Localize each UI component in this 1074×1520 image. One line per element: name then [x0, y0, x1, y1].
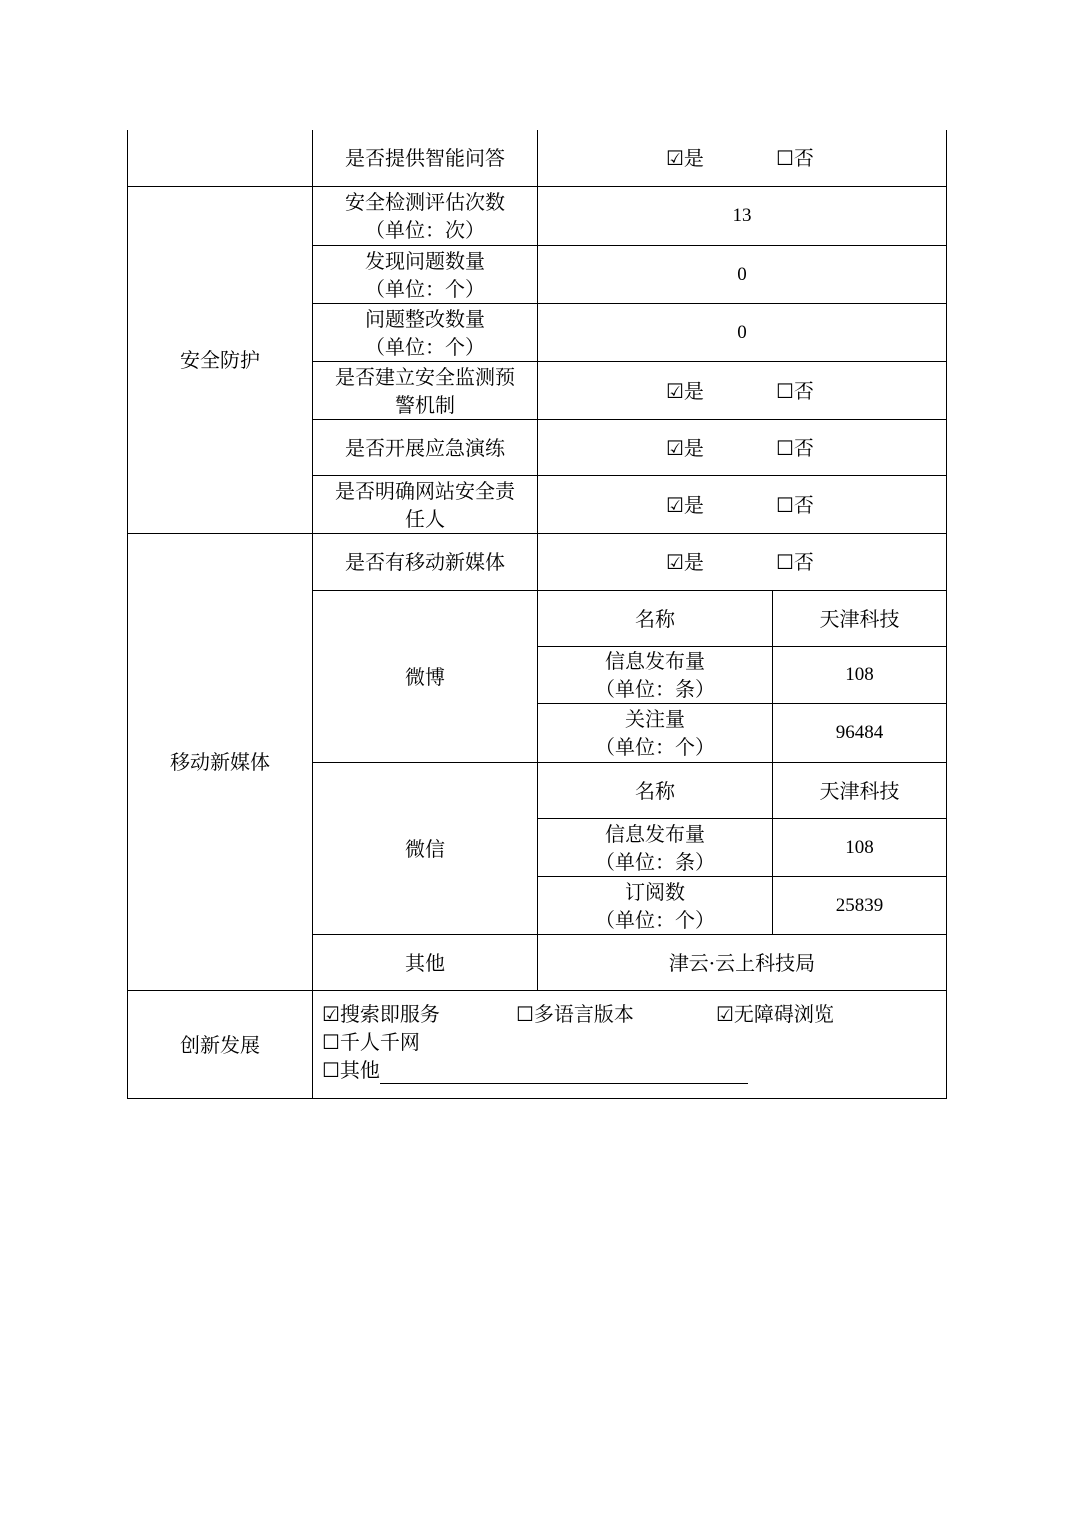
weibo-follow-label	[538, 704, 772, 762]
weibo-name-label	[538, 591, 772, 646]
search-service-checkbox[interactable]: ☑搜索即服务	[322, 1002, 440, 1026]
security-row-label	[313, 476, 537, 533]
unit-label: （单位：条）	[595, 677, 715, 701]
security-category	[128, 187, 312, 533]
no-checkbox[interactable]: ☐否	[776, 550, 814, 574]
other-blank-line[interactable]	[380, 1061, 748, 1084]
unit-label: （单位：个）	[595, 735, 715, 759]
responsible-person-choice	[538, 476, 946, 533]
posts-label-text: 信息发布量	[605, 821, 705, 846]
wechat-subs-label	[538, 877, 772, 934]
has-media-text: 是否有移动新媒体	[345, 550, 505, 574]
yes-checkbox[interactable]: ☑是	[666, 146, 704, 170]
responsible-person-label: 是否明确网站安全责	[335, 478, 515, 503]
security-row-label	[313, 362, 537, 419]
multilingual-checkbox[interactable]: ☐多语言版本	[516, 1002, 634, 1026]
weibo-text: 微博	[405, 664, 445, 689]
issues-found-value	[538, 246, 946, 303]
wechat-posts-value	[773, 819, 946, 876]
weibo-follow-value	[773, 704, 946, 762]
other-option	[322, 1056, 748, 1084]
follow-label-text: 关注量	[625, 707, 685, 731]
unit-label: （单位：个）	[365, 276, 485, 301]
unit-label: （单位：个）	[365, 334, 485, 359]
name-label-text: 名称	[635, 778, 675, 803]
value-text: 0	[737, 263, 747, 285]
value-text: 0	[737, 321, 747, 343]
has-media-choice	[538, 534, 946, 590]
posts-label-text: 信息发布量	[605, 649, 705, 673]
value-text: 13	[732, 205, 752, 226]
unit-label: （单位：次）	[365, 218, 485, 242]
monitoring-mechanism-choice	[538, 362, 946, 419]
other-media-label	[313, 935, 537, 990]
security-check-count-value	[538, 187, 946, 245]
innovation-category	[128, 991, 312, 1098]
smart-qa-label	[313, 130, 537, 186]
accessibility-checkbox[interactable]: ☑无障碍浏览	[716, 1002, 834, 1026]
smart-qa-choice	[538, 130, 946, 186]
monitoring-mechanism-label: 是否建立安全监测预	[335, 364, 515, 389]
weibo-name-value	[773, 591, 946, 646]
unit-label: （单位：个）	[595, 907, 715, 932]
wechat-name-label	[538, 763, 772, 818]
security-check-count-label: 安全检测评估次数	[345, 190, 505, 214]
no-checkbox[interactable]: ☐否	[776, 435, 814, 460]
other-label-text: 其他	[405, 950, 445, 975]
value-text: 25839	[835, 894, 884, 916]
wechat-name-value	[773, 763, 946, 818]
issues-fixed-value	[538, 304, 946, 361]
has-media-label	[313, 534, 537, 590]
yes-checkbox[interactable]: ☑是	[666, 378, 704, 403]
issues-found-label: 发现问题数量	[365, 248, 485, 273]
name-value-text: 天津科技	[819, 778, 900, 803]
personalized-checkbox[interactable]: ☐千人千网	[322, 1030, 420, 1054]
name-label-text: 名称	[635, 606, 675, 631]
mobile-category-text: 移动新媒体	[170, 750, 270, 774]
yes-checkbox[interactable]: ☑是	[666, 550, 704, 574]
smart-qa-text: 是否提供智能问答	[345, 146, 505, 170]
unit-label: （单位：条）	[595, 849, 715, 874]
security-row-label	[313, 187, 537, 245]
security-category-text: 安全防护	[180, 348, 260, 372]
security-row-label	[313, 246, 537, 303]
security-row-label	[313, 304, 537, 361]
emergency-drill-label: 是否开展应急演练	[345, 435, 505, 460]
wechat-text: 微信	[405, 836, 445, 861]
other-media-value	[538, 935, 946, 990]
issues-fixed-label: 问题整改数量	[365, 306, 485, 331]
subs-label-text: 订阅数	[625, 879, 685, 904]
innovation-options	[322, 1000, 942, 1084]
yes-checkbox[interactable]: ☑是	[666, 435, 704, 460]
value-text: 108	[845, 664, 874, 685]
yes-checkbox[interactable]: ☑是	[666, 492, 704, 517]
no-checkbox[interactable]: ☐否	[776, 492, 814, 517]
weibo-label	[313, 591, 537, 762]
no-checkbox[interactable]: ☐否	[776, 378, 814, 403]
wechat-posts-label	[538, 819, 772, 876]
value-text: 96484	[835, 722, 884, 743]
responsible-person-label-2: 任人	[405, 506, 445, 531]
wechat-label	[313, 763, 537, 934]
monitoring-mechanism-label-2: 警机制	[395, 392, 455, 417]
emergency-drill-choice	[538, 420, 946, 475]
no-checkbox[interactable]: ☐否	[776, 146, 814, 170]
name-value-text: 天津科技	[819, 606, 900, 631]
weibo-posts-value	[773, 647, 946, 703]
innovation-category-text: 创新发展	[180, 1032, 260, 1057]
other-checkbox[interactable]: ☐其他	[322, 1058, 380, 1082]
weibo-posts-label	[538, 647, 772, 703]
security-row-label	[313, 420, 537, 475]
value-text: 108	[845, 836, 874, 858]
wechat-subs-value	[773, 877, 946, 934]
mobile-category	[128, 534, 312, 990]
other-value-text: 津云·云上科技局	[668, 950, 816, 975]
